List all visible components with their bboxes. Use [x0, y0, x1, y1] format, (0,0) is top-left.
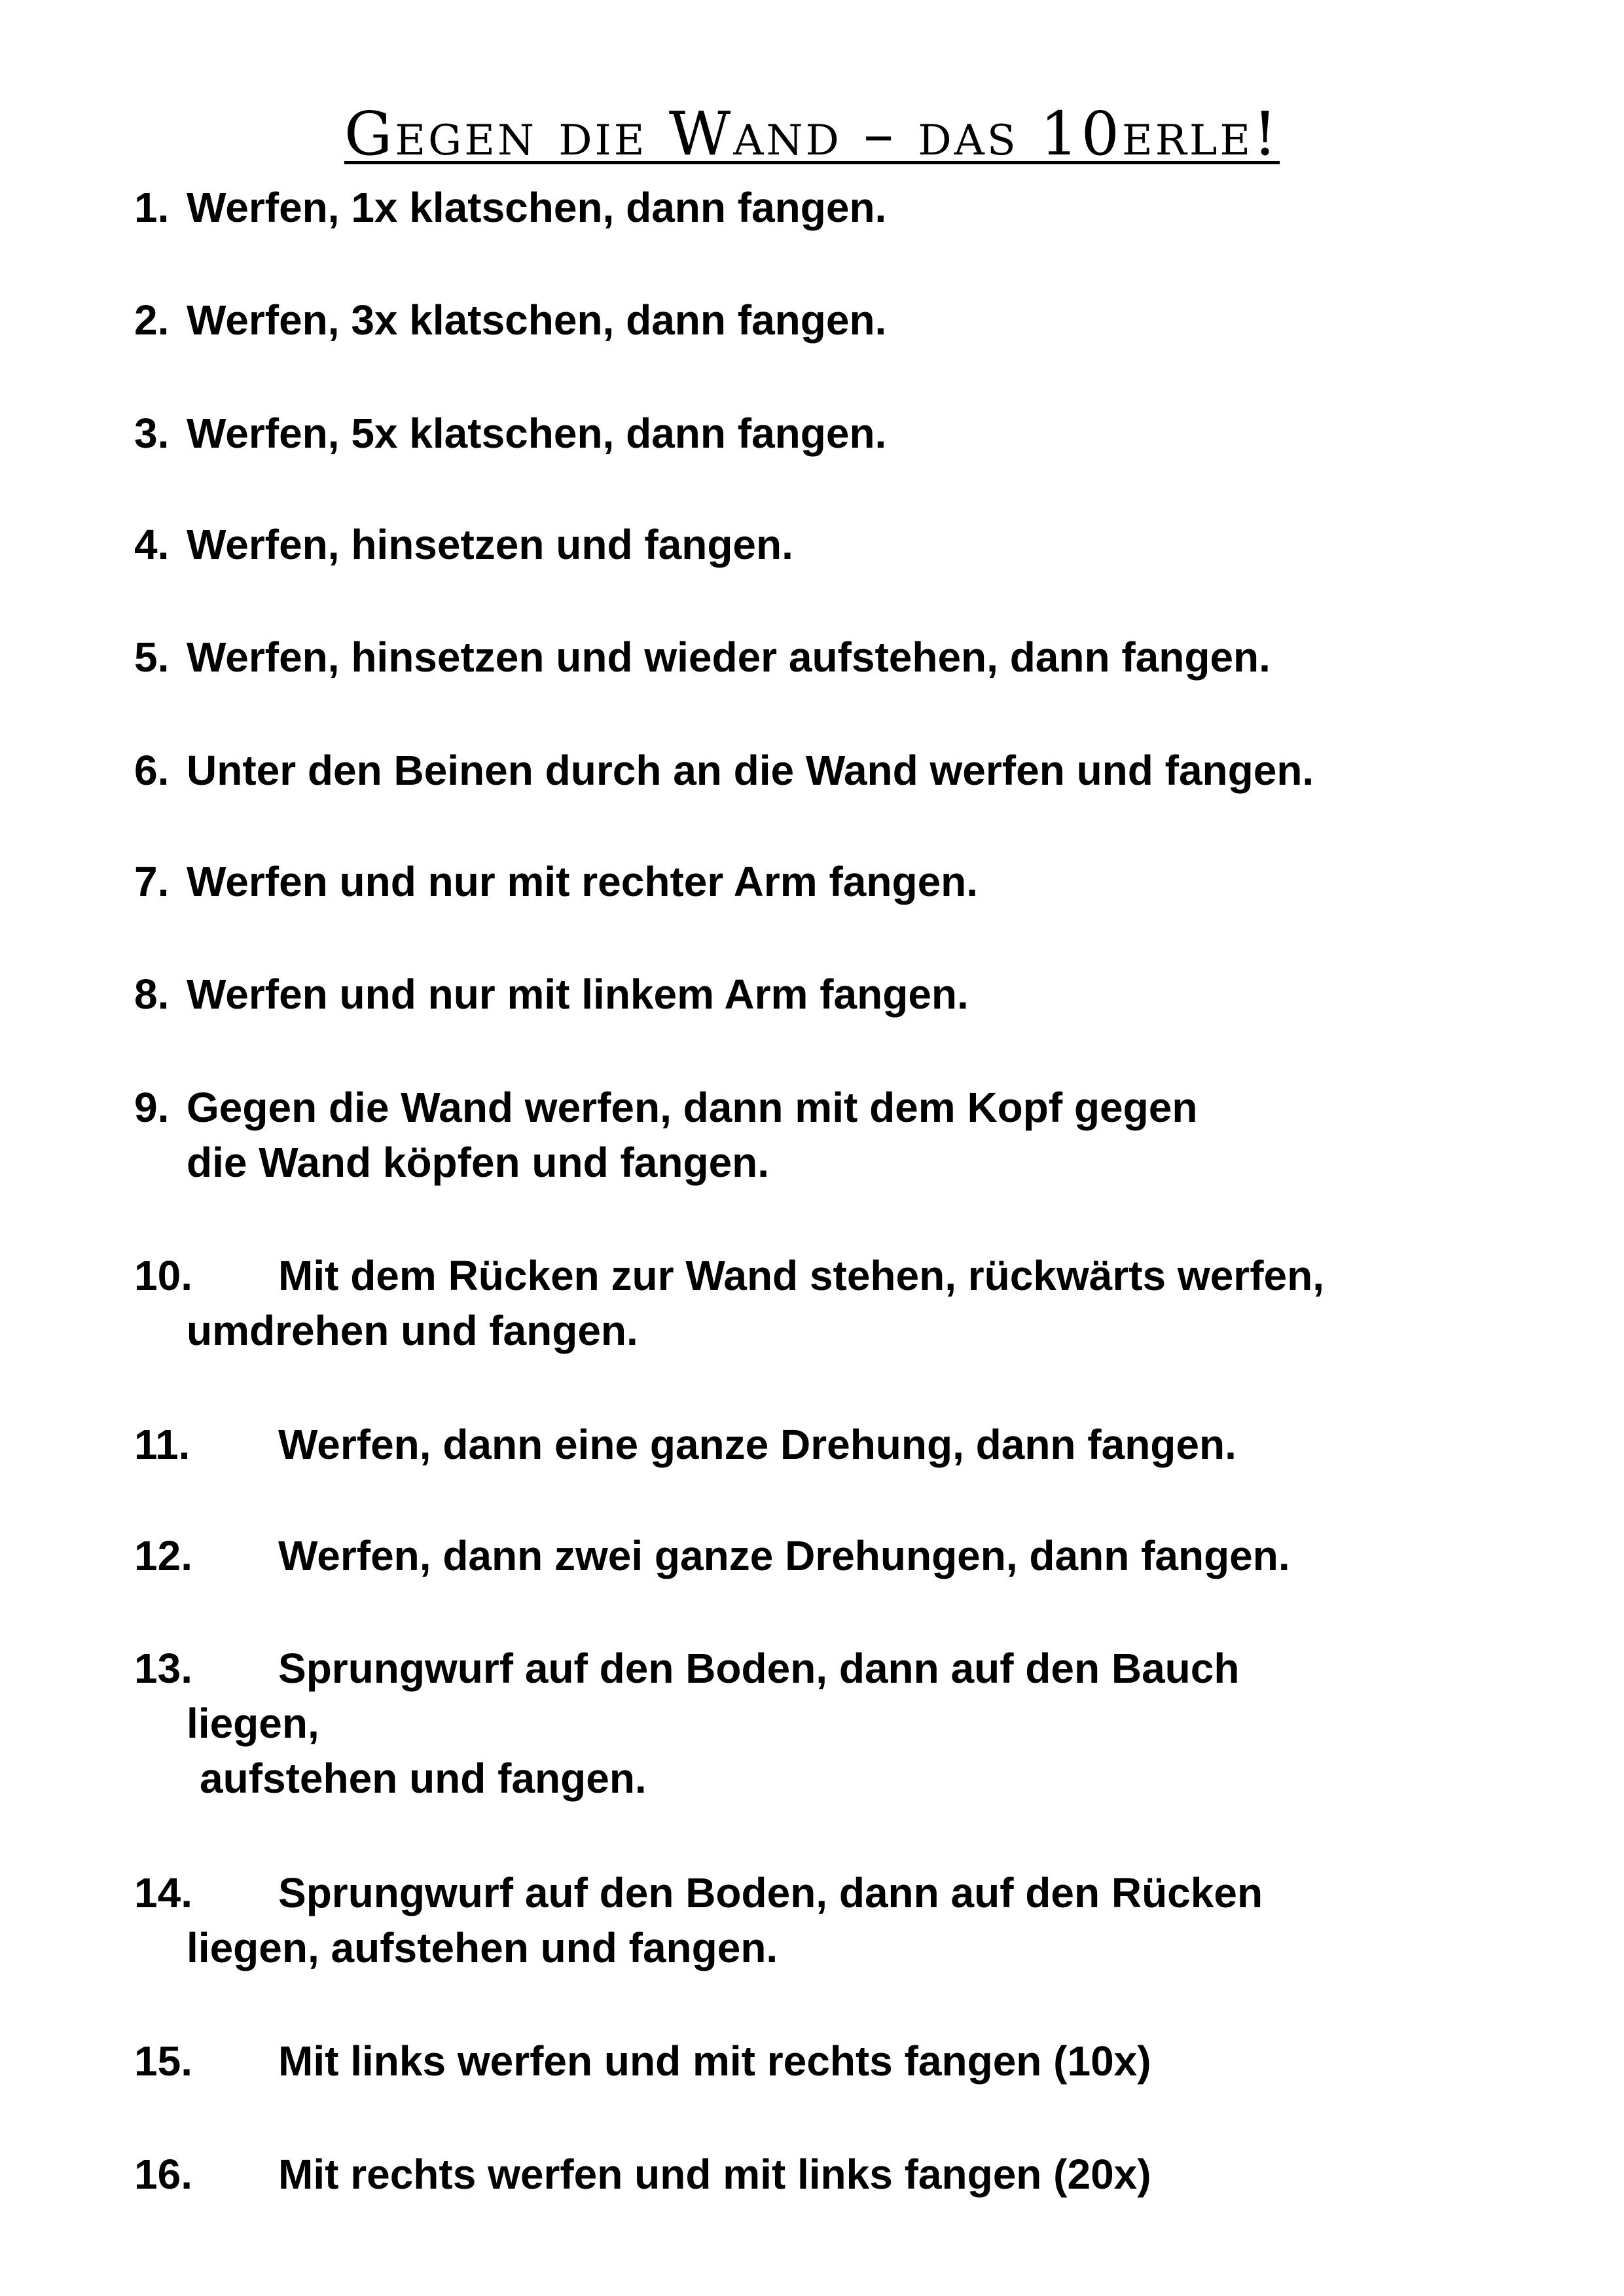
item-text: Werfen und nur mit linkem Arm fangen.: [187, 971, 969, 1018]
item-text: Werfen, dann zwei ganze Drehungen, dann fangen.: [278, 1532, 1290, 1579]
item-text: Werfen, 1x klatschen, dann fangen.: [187, 184, 887, 231]
item-text: Werfen und nur mit rechter Arm fangen.: [187, 858, 979, 905]
item-text: Werfen, hinsetzen und fangen.: [187, 521, 793, 568]
item-text: Werfen, dann eine ganze Drehung, dann fangen.: [278, 1421, 1236, 1468]
item-text: Gegen die Wand werfen, dann mit dem Kopf gegen: [187, 1084, 1198, 1131]
item-number: 6.: [134, 747, 170, 794]
item-text: Werfen, hinsetzen und wieder aufstehen, dann fangen.: [187, 634, 1271, 681]
item-text-continued: liegen, aufstehen und fangen.: [187, 1924, 778, 1971]
page-title-text: Gegen die Wand – das 10erle!: [344, 99, 1280, 169]
item-number: 12.: [134, 1532, 192, 1579]
item-text-continued: die Wand köpfen und fangen.: [187, 1139, 770, 1186]
item-number: 5.: [134, 634, 170, 681]
item-text: Sprungwurf auf den Boden, dann auf den Rücken: [278, 1869, 1263, 1916]
item-text-continued: liegen,: [187, 1700, 319, 1747]
item-number: 7.: [134, 858, 170, 905]
item-text: Werfen, 5x klatschen, dann fangen.: [187, 410, 887, 457]
item-number: 11.: [134, 1421, 190, 1468]
item-number: 10.: [134, 1252, 192, 1299]
item-number: 16.: [134, 2151, 192, 2198]
item-text: Sprungwurf auf den Boden, dann auf den Bauch: [278, 1645, 1240, 1692]
item-number: 8.: [134, 971, 170, 1018]
item-text: Mit dem Rücken zur Wand stehen, rückwärts werfen,: [278, 1252, 1324, 1299]
item-number: 13.: [134, 1645, 192, 1692]
item-number: 2.: [134, 296, 170, 344]
item-number: 4.: [134, 521, 170, 568]
item-text: Werfen, 3x klatschen, dann fangen.: [187, 296, 887, 344]
item-text-continued: umdrehen und fangen.: [187, 1307, 638, 1354]
item-text: Mit links werfen und mit rechts fangen (10x): [278, 2037, 1151, 2085]
item-number: 1.: [134, 184, 170, 231]
item-text: Unter den Beinen durch an die Wand werfen und fangen.: [187, 747, 1314, 794]
item-number: 14.: [134, 1869, 192, 1916]
item-number: 15.: [134, 2037, 192, 2085]
item-text-continued: aufstehen und fangen.: [200, 1755, 647, 1802]
item-number: 9.: [134, 1084, 170, 1131]
item-text: Mit rechts werfen und mit links fangen (20x): [278, 2151, 1151, 2198]
item-number: 3.: [134, 410, 170, 457]
